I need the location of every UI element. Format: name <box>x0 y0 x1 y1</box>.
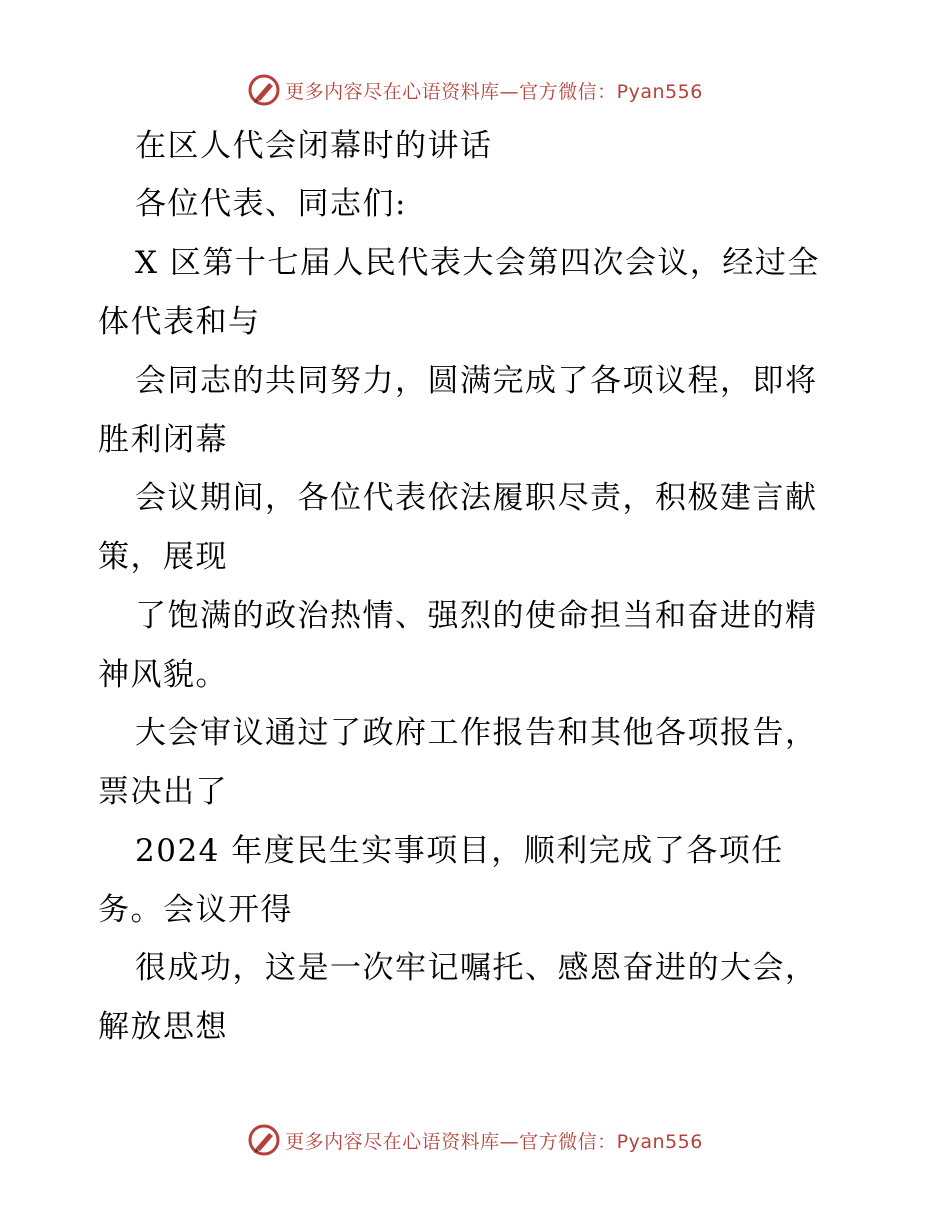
pen-logo-icon <box>247 1123 281 1157</box>
footer-dash: — <box>499 1130 520 1153</box>
paragraph-line: 策，展现 <box>98 539 228 575</box>
paragraph-line: 票决出了 <box>98 774 228 810</box>
salutation: 各位代表、同志们: <box>135 186 407 222</box>
header-watermark-text <box>285 77 703 104</box>
paragraph-line: 2024 年度民生实事项目，顺利完成了各项任 <box>135 833 784 869</box>
paragraph-line: 胜利闭幕 <box>98 422 228 458</box>
paragraph-line: 会议期间，各位代表依法履职尽责，积极建言献 <box>135 480 818 516</box>
header-wechat-text: 官方微信：Pyan556 <box>519 80 703 103</box>
paragraph-line: 了饱满的政治热情、强烈的使命担当和奋进的精 <box>135 598 818 634</box>
footer-watermark-text <box>285 1127 703 1154</box>
paragraph-line: 体代表和与 <box>98 304 261 340</box>
paragraph-line: 很成功，这是一次牢记嘱托、感恩奋进的大会， <box>135 950 818 986</box>
paragraph-line: 会同志的共同努力，圆满完成了各项议程，即将 <box>135 363 818 399</box>
paragraph-line: 解放思想 <box>98 1009 228 1045</box>
header-watermark-banner <box>0 70 950 110</box>
paragraph-line: 大会审议通过了政府工作报告和其他各项报告， <box>135 715 818 751</box>
header-dash: — <box>499 80 520 103</box>
paragraph-line: X 区第十七届人民代表大会第四次会议，经过全 <box>135 245 820 281</box>
paragraph-line: 神风貌。 <box>98 657 228 693</box>
pen-logo-icon <box>247 73 281 107</box>
footer-wechat-text: 官方微信：Pyan556 <box>519 1130 703 1153</box>
header-brand-text: 更多内容尽在心语资料库 <box>285 80 500 103</box>
footer-brand-text: 更多内容尽在心语资料库 <box>285 1130 500 1153</box>
paragraph-line: 务。会议开得 <box>98 892 293 928</box>
document-title: 在区人代会闭幕时的讲话 <box>135 128 493 164</box>
footer-watermark-banner <box>0 1120 950 1160</box>
